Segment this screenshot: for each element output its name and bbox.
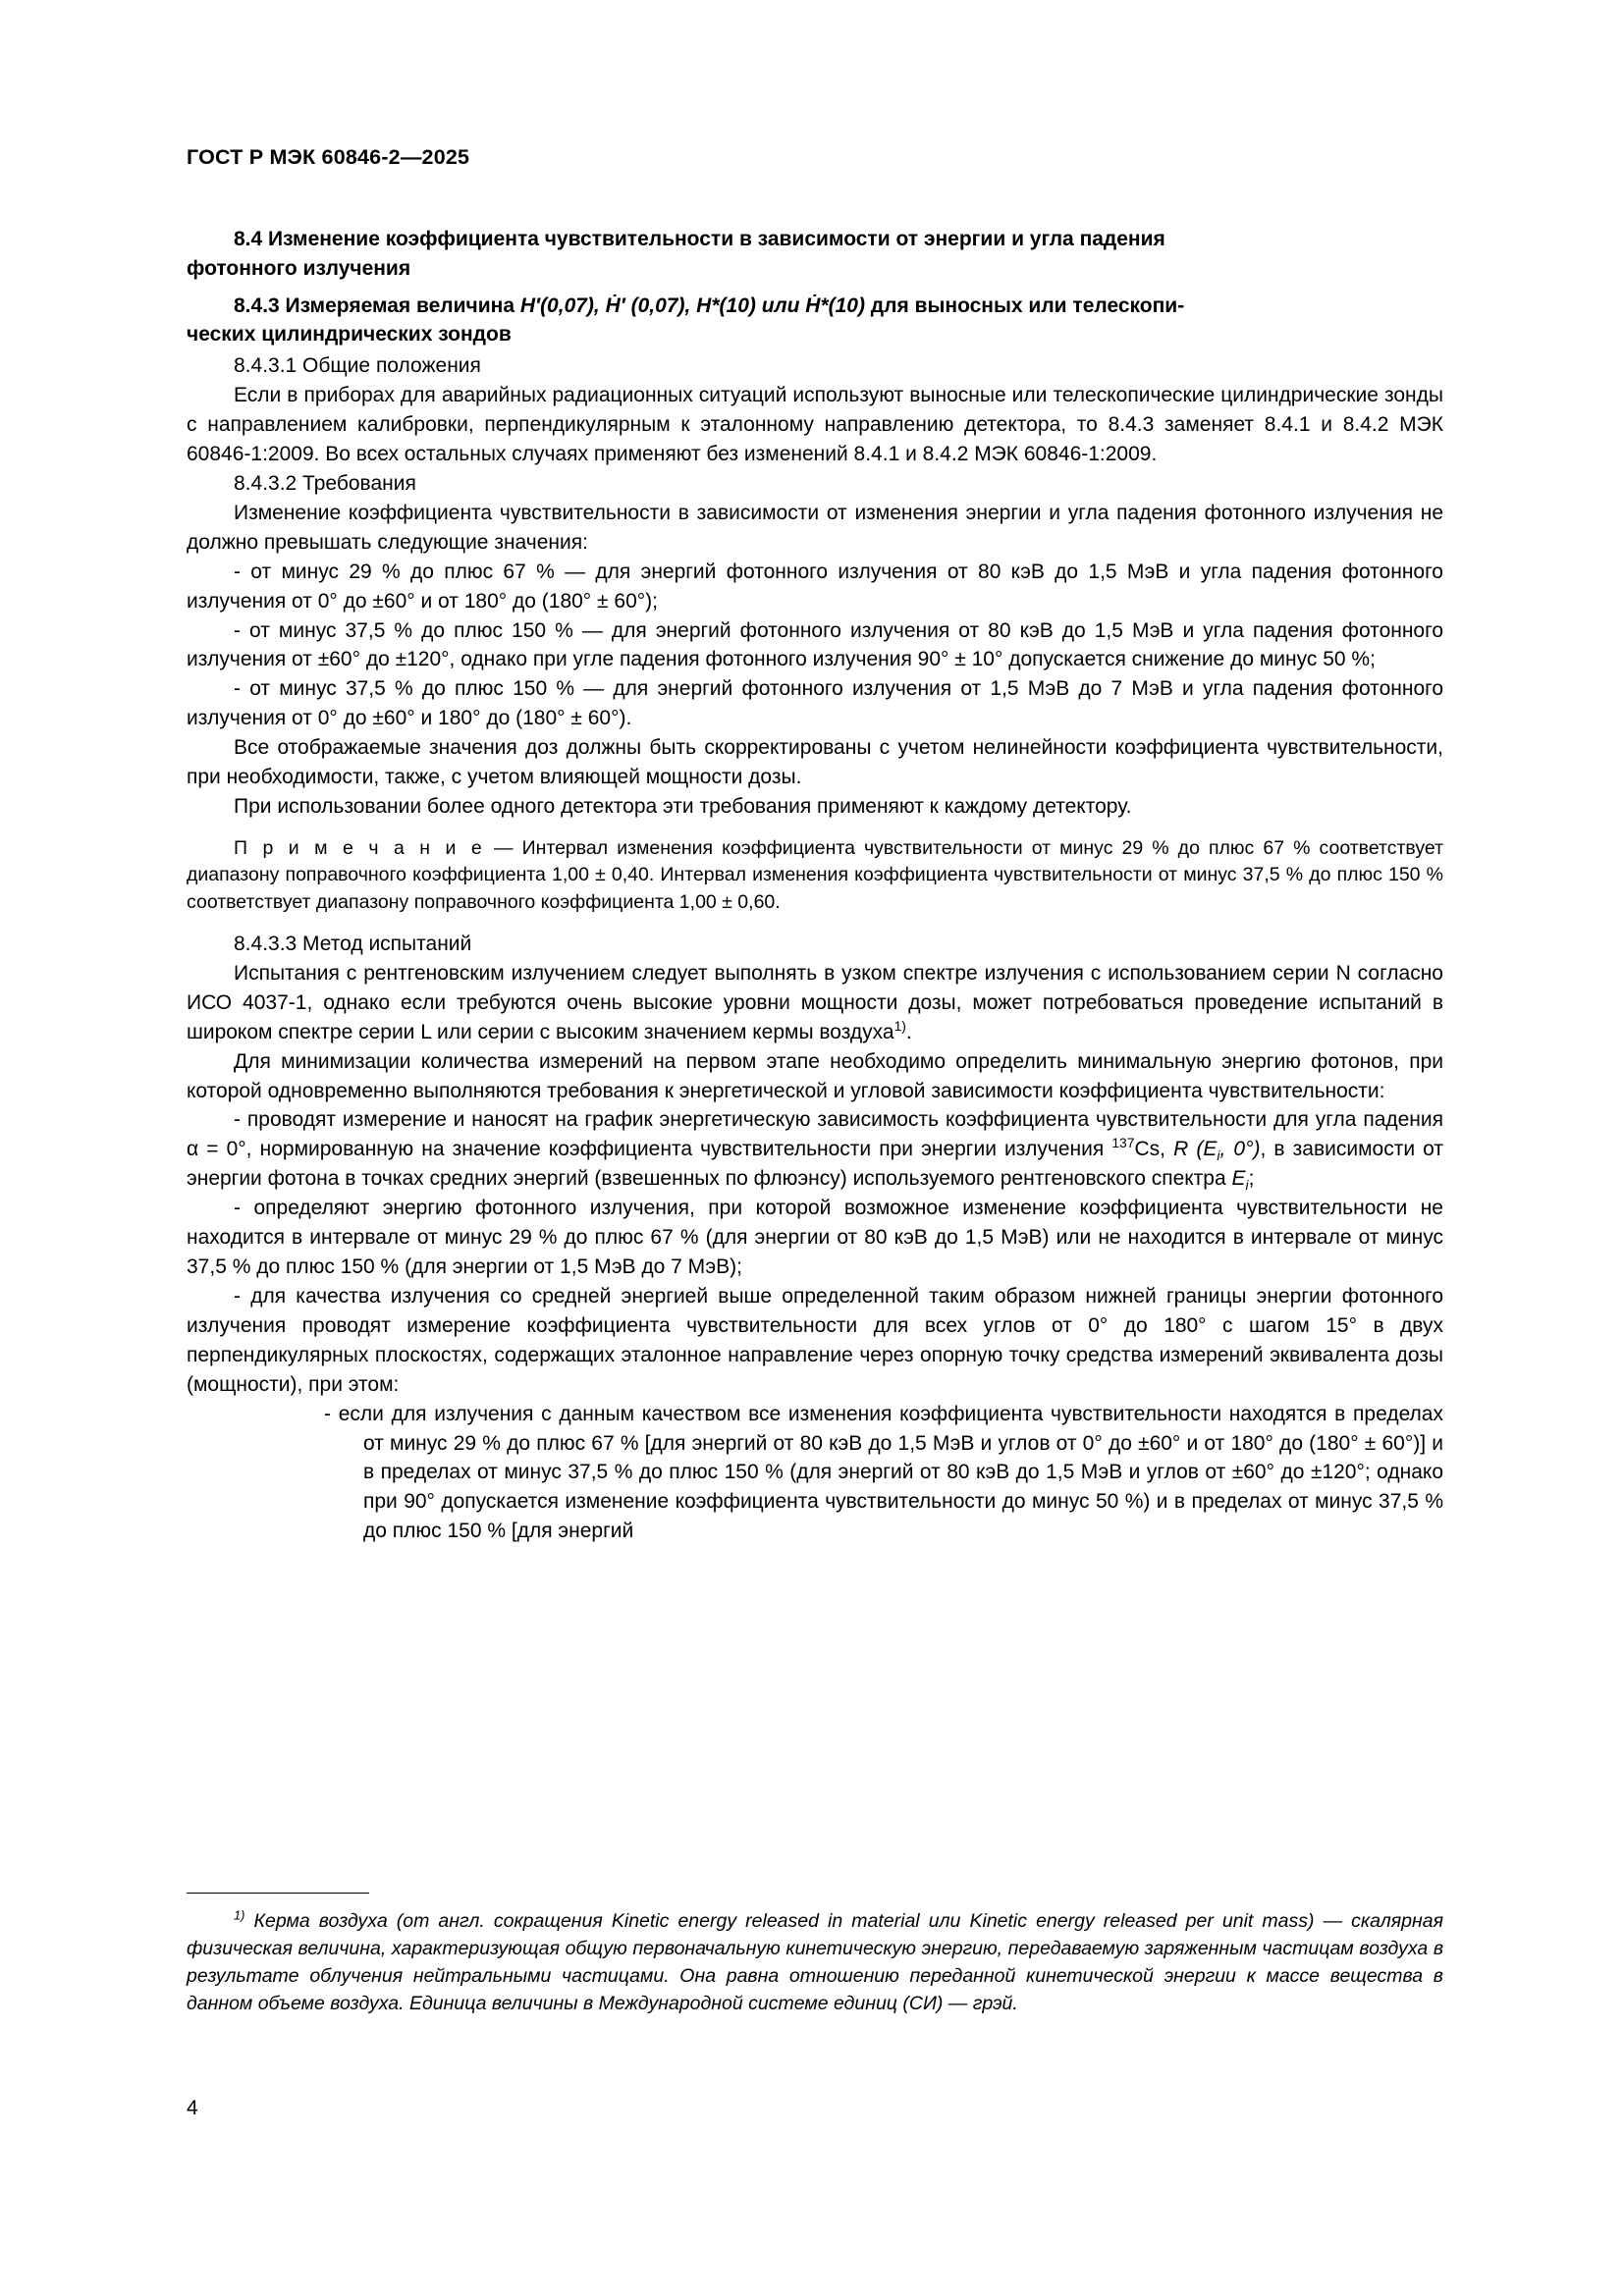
section-8-4-3-title-prefix: 8.4.3 Измеряемая величина bbox=[234, 294, 520, 317]
bullet-1-part-g: ; bbox=[1248, 1167, 1255, 1191]
bullet-8-4-3-3-3: - для качества излучения со средней энергией выше определенной таким образом нижней границы энергии фотонного излучения проводят измерение коэффициента чувствительности для всех углов от 0° до 180° с шагом 15° в двух перпендикулярных плоскостях, содержащих эталонное направление через опорную точку средства измерений эквивалента дозы (мощности), при этом: bbox=[187, 1284, 1443, 1396]
section-8-4-title-line1: 8.4 Изменение коэффициента чувствительности в зависимости от энергии и угла падения bbox=[234, 228, 1165, 250]
section-8-4-3-title-suffix: для выносных или телескопи- bbox=[864, 294, 1185, 317]
bullet-8-4-3-2-1: - от минус 29 % до плюс 67 % — для энергий фотонного излучения от 80 кэВ до 1,5 МэВ и угла падения фотонного излучения от 0° до ±60° и от 180° до (180° ± 60°); bbox=[187, 560, 1443, 613]
bullet-8-4-3-2-3: - от минус 37,5 % до плюс 150 % — для энергий фотонного излучения от 1,5 МэВ до 7 МэВ и угла падения фотонного излучения от 0° до ±60° и 180° до (180° ± 60°). bbox=[187, 677, 1443, 730]
note-block bbox=[187, 835, 1443, 916]
footnote-marker: 1) bbox=[234, 1907, 245, 1923]
footnote-area bbox=[187, 1893, 1443, 2017]
paragraph-8-4-3-2-intro: Изменение коэффициента чувствительности в зависимости от изменения энергии и угла падения фотонного излучения не должно превышать следующие значения: bbox=[187, 501, 1443, 554]
page-content bbox=[187, 145, 1443, 1546]
footnote-text: Керма воздуха (от англ. сокращения Kinetic energy released in material или Kinetic energy released per unit mass) — скалярная физическая величина, характеризующая общую первоначальную кинетическую энергию, передаваемую заряженным частицам воздуха в результате облучения нейтральными частицами. Она равна отношению переданной кинетической энергии к массе вещества в данном объеме воздуха. Единица величины в Международной системе единиц (СИ) — грэй. bbox=[187, 1910, 1443, 2015]
paragraph-8-4-3-3-minimization: Для минимизации количества измерений на первом этапе необходимо определить минимальную энергию фотонов, при которой одновременно выполняются требования к энергетической и угловой зависимости коэффициента чувствительности: bbox=[187, 1049, 1443, 1102]
heading-8-4-3-1: 8.4.3.1 Общие положения bbox=[234, 354, 481, 378]
bullet-8-4-3-2-2: - от минус 37,5 % до плюс 150 % — для энергий фотонного излучения от 80 кэВ до 1,5 МэВ и угла падения фотонного излучения от ±60° до ±120°, однако при угле падения фотонного излучения 90° ± 10° допускается снижение до минус 50 %; bbox=[187, 618, 1443, 671]
note-label: П р и м е ч а н и е bbox=[234, 837, 485, 859]
section-8-4-3-title-line2: ческих цилиндрических зондов bbox=[187, 323, 512, 347]
bullet-8-4-3-3-2: - определяют энергию фотонного излучения, при которой возможное изменение коэффициента чувствительности не находится в интервале от минус 29 % до плюс 67 % (для энергии от 80 кэВ до 1,5 МэВ) или не находится в интервале от минус 37,5 % до плюс 150 % (для энергии от 1,5 МэВ до 7 МэВ); bbox=[187, 1197, 1443, 1279]
section-8-4-title bbox=[187, 225, 1443, 284]
paragraph-8-4-3-3-tail: . bbox=[905, 1020, 912, 1043]
footnote-1 bbox=[187, 1907, 1443, 2017]
paragraph-8-4-3-3-body bbox=[187, 959, 1443, 1047]
heading-8-4-3-3: 8.4.3.3 Метод испытаний bbox=[234, 932, 472, 955]
page-header: ГОСТ Р МЭК 60846-2—2025 bbox=[187, 145, 470, 169]
bullet-1-part-a: - проводят измерение и наносят на график энергетическую зависимость коэффициента чувствительности для угла падения α = 0°, нормированную на значение коэффициента чувствительности при энергии излучения bbox=[187, 1108, 1443, 1161]
section-8-4-title-line2: фотонного излучения bbox=[187, 256, 411, 280]
section-8-4-3-title: 8.4.3 Измеряемая величина H′(0,07), Ḣ′ (0,07), H*(10) или Ḣ*(10) для выносных или телескопи- ческих цилиндрических зондов bbox=[187, 294, 1185, 347]
bullet-8-4-3-3-1: - проводят измерение и наносят на график энергетическую зависимость коэффициента чувствительности для угла падения α = 0°, нормированную на значение коэффициента чувствительности при энергии излучения $^{137}$Cs, R ($E_i$, 0°), в зависимости от энергии фотона в точках средних энергий (взвешенных по флюэнсу) используемого рентгеновского спектра $E_i$; bbox=[187, 1108, 1444, 1194]
paragraph-8-4-3-3-text: Испытания с рентгеновским излучением следует выполнять в узком спектре излучения с использованием серии N согласно ИСО 4037-1, однако если требуются очень высокие уровни мощности дозы, может потребоваться проведение испытаний в широком спектре серии L или серии с высоким значением кермы воздуха bbox=[187, 961, 1443, 1043]
footnote-ref: 1) bbox=[893, 1017, 906, 1034]
heading-8-4-3-2: 8.4.3.2 Требования bbox=[234, 471, 416, 495]
paragraph-8-4-3-2-correction: Все отображаемые значения доз должны быть скорректированы с учетом нелинейности коэффициента чувствительности, при необходимости, также, с учетом влияющей мощности дозы. bbox=[187, 736, 1443, 789]
footnote-separator bbox=[187, 1893, 369, 1894]
isotope-mass-number: 137 bbox=[1111, 1135, 1135, 1151]
paragraph-8-4-3-2-multidetector: При использовании более одного детектора эти требования применяют к каждому детектору. bbox=[234, 795, 1132, 819]
bullet-1-part-e: , в зависимости от энергии фотона в точках средних энергий (взвешенных по флюэнсу) используемого рентгеновского спектра bbox=[187, 1138, 1444, 1191]
note-text: — Интервал изменения коэффициента чувствительности от минус 29 % до плюс 67 % соответствует диапазону поправочного коэффициента 1,00 ± 0,40. Интервал изменения коэффициента чувствительности от минус 37,5 % до плюс 150 % соответствует диапазону поправочного коэффициента 1,00 ± 0,60. bbox=[187, 837, 1444, 913]
paragraph-8-4-3-1-body: Если в приборах для аварийных радиационных ситуаций используют выносные или телескопические цилиндрические зонды с направлением калибровки, перпендикулярным к эталонному направлению детектора, то 8.4.3 заменяет 8.4.1 и 8.4.2 МЭК 60846-1:2009. Во всех остальных случаях применяют без изменений 8.4.1 и 8.4.2 МЭК 60846-1:2009. bbox=[187, 384, 1443, 466]
page-number: 4 bbox=[187, 2097, 198, 2119]
bullet-1-part-b: Cs, bbox=[1134, 1138, 1174, 1161]
bullet-8-4-3-3-4: - если для излучения с данным качеством все изменения коэффициента чувствительности находятся в пределах от минус 29 % до плюс 67 % [для энергий от 80 кэВ до 1,5 МэВ и углов от 0° до ±60° и от 180° до (180° ± 60°)] и в пределах от минус 37,5 % до плюс 150 % (для энергий от 80 кэВ до 1,5 МэВ и углов от ±60° до ±120°; однако при 90° допускается изменение коэффициента чувствительности до минус 50 %) и в пределах от минус 37,5 % до плюс 150 % [для энергий bbox=[324, 1402, 1443, 1543]
